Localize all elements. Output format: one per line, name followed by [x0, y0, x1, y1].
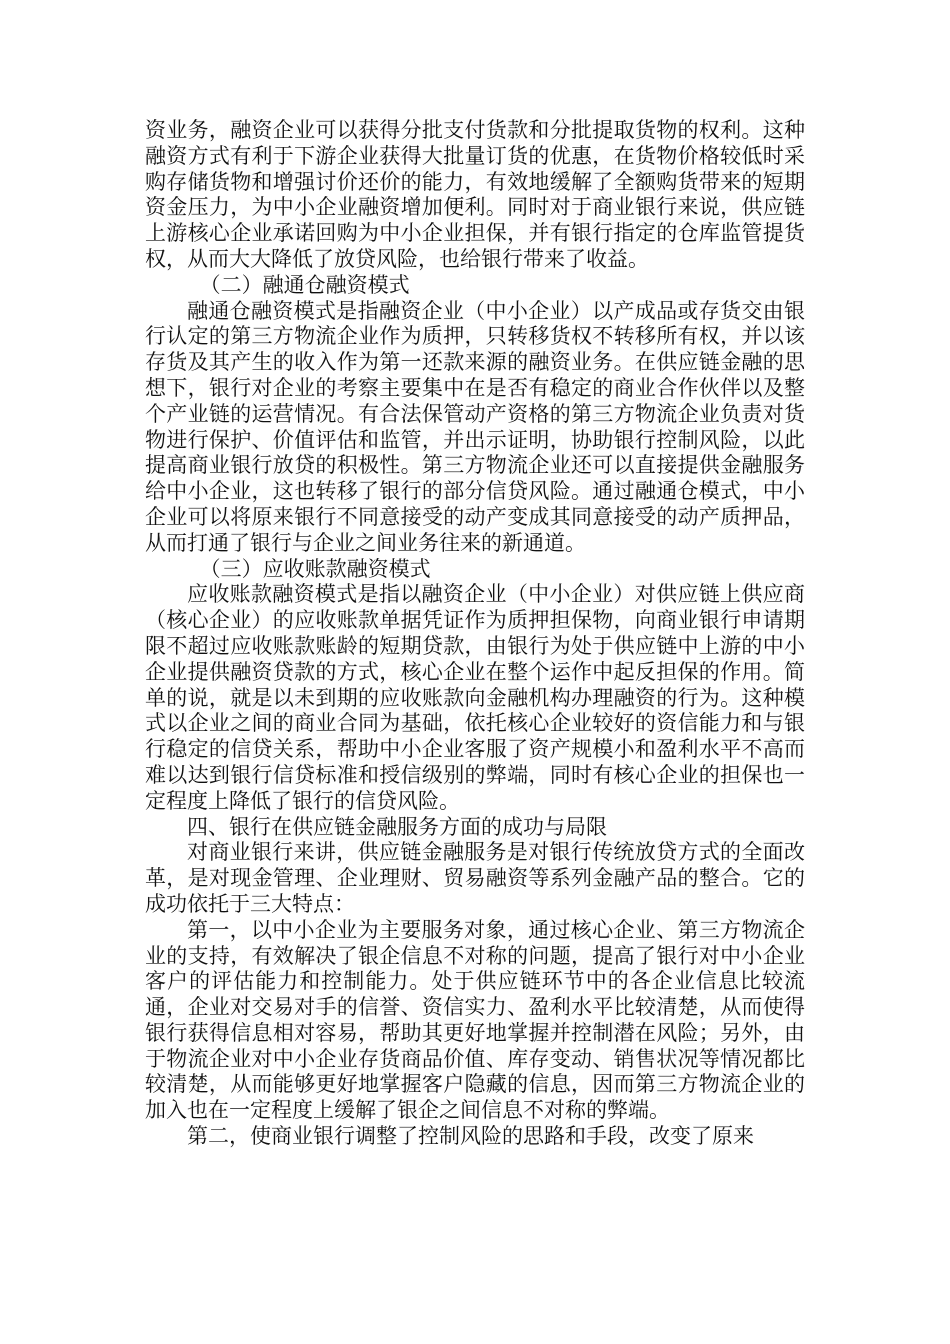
paragraph-continuation: 资业务，融资企业可以获得分批支付货款和分批提取货物的权利。这种融资方式有利于下游企业获得大批量订货的优惠，在货物价格较低时采购存储货物和增强讨价还价的能力，有效地缓解了全额购货带来的短期资金压力，为中小企业融资增加便利。同时对于商业银行来说，供应链上游核心企业承诺回购为中小企业担保，并有银行指定的仓库监管提货权，从而大大降低了放贷风险，也给银行带来了收益。 — [145, 118, 805, 271]
document-page — [145, 118, 805, 1150]
paragraph-warehouse-financing: 融通仓融资模式是指融资企业（中小企业）以产成品或存货交由银行认定的第三方物流企业作为质押，只转移货权不转移所有权，并以该存货及其产生的收入作为第一还款来源的融资业务。在供应链金融的思想下，银行对企业的考察主要集中在是否有稳定的商业合作伙伴以及整个产业链的运营情况。有合法保管动产资格的第三方物流企业负责对货物进行保护、价值评估和监管，并出示证明，协助银行控制风险，以此提高商业银行放贷的积极性。第三方物流企业还可以直接提供金融服务给中小企业，这也转移了银行的部分信贷风险。通过融通仓模式，中小企业可以将原来银行不同意接受的动产变成其同意接受的动产质押品，从而打通了银行与企业之间业务往来的新通道。 — [145, 298, 805, 555]
paragraph-receivables-financing: 应收账款融资模式是指以融资企业（中小企业）对供应链上供应商（核心企业）的应收账款单据凭证作为质押担保物，向商业银行申请期限不超过应收账款账龄的短期贷款，由银行为处于供应链中上游的中小企业提供融资贷款的方式，核心企业在整个运作中起反担保的作用。简单的说，就是以未到期的应收账款向金融机构办理融资的行为。这种模式以企业之间的商业合同为基础，依托核心企业较好的资信能力和与银行稳定的信贷关系，帮助中小企业客服了资产规模小和盈利水平不高而难以达到银行信贷标准和授信级别的弊端，同时有核心企业的担保也一定程度上降低了银行的信贷风险。 — [145, 582, 805, 813]
paragraph-feature-two: 第二，使商业银行调整了控制风险的思路和手段，改变了原来 — [187, 1124, 754, 1149]
section-heading-receivables-financing: （三）应收账款融资模式 — [199, 556, 431, 581]
section-heading-success-limits: 四、银行在供应链金融服务方面的成功与局限 — [187, 814, 607, 839]
paragraph-feature-one: 第一，以中小企业为主要服务对象，通过核心企业、第三方物流企业的支持，有效解决了银企信息不对称的问题，提高了银行对中小企业客户的评估能力和控制能力。处于供应链环节中的各企业信息比较流通，企业对交易对手的信誉、资信实力、盈利水平比较清楚，从而使得银行获得信息相对容易，帮助其更好地掌握并控制潜在风险；另外，由于物流企业对中小企业存货商品价值、库存变动、销售状况等情况都比较清楚，从而能够更好地掌握客户隐藏的信息，因而第三方物流企业的加入也在一定程度上缓解了银企之间信息不对称的弊端。 — [145, 917, 805, 1123]
paragraph-intro-features: 对商业银行来讲，供应链金融服务是对银行传统放贷方式的全面改革，是对现金管理、企业理财、贸易融资等系列金融产品的整合。它的成功依托于三大特点： — [145, 840, 805, 916]
section-heading-warehouse-financing: （二）融通仓融资模式 — [199, 272, 410, 297]
